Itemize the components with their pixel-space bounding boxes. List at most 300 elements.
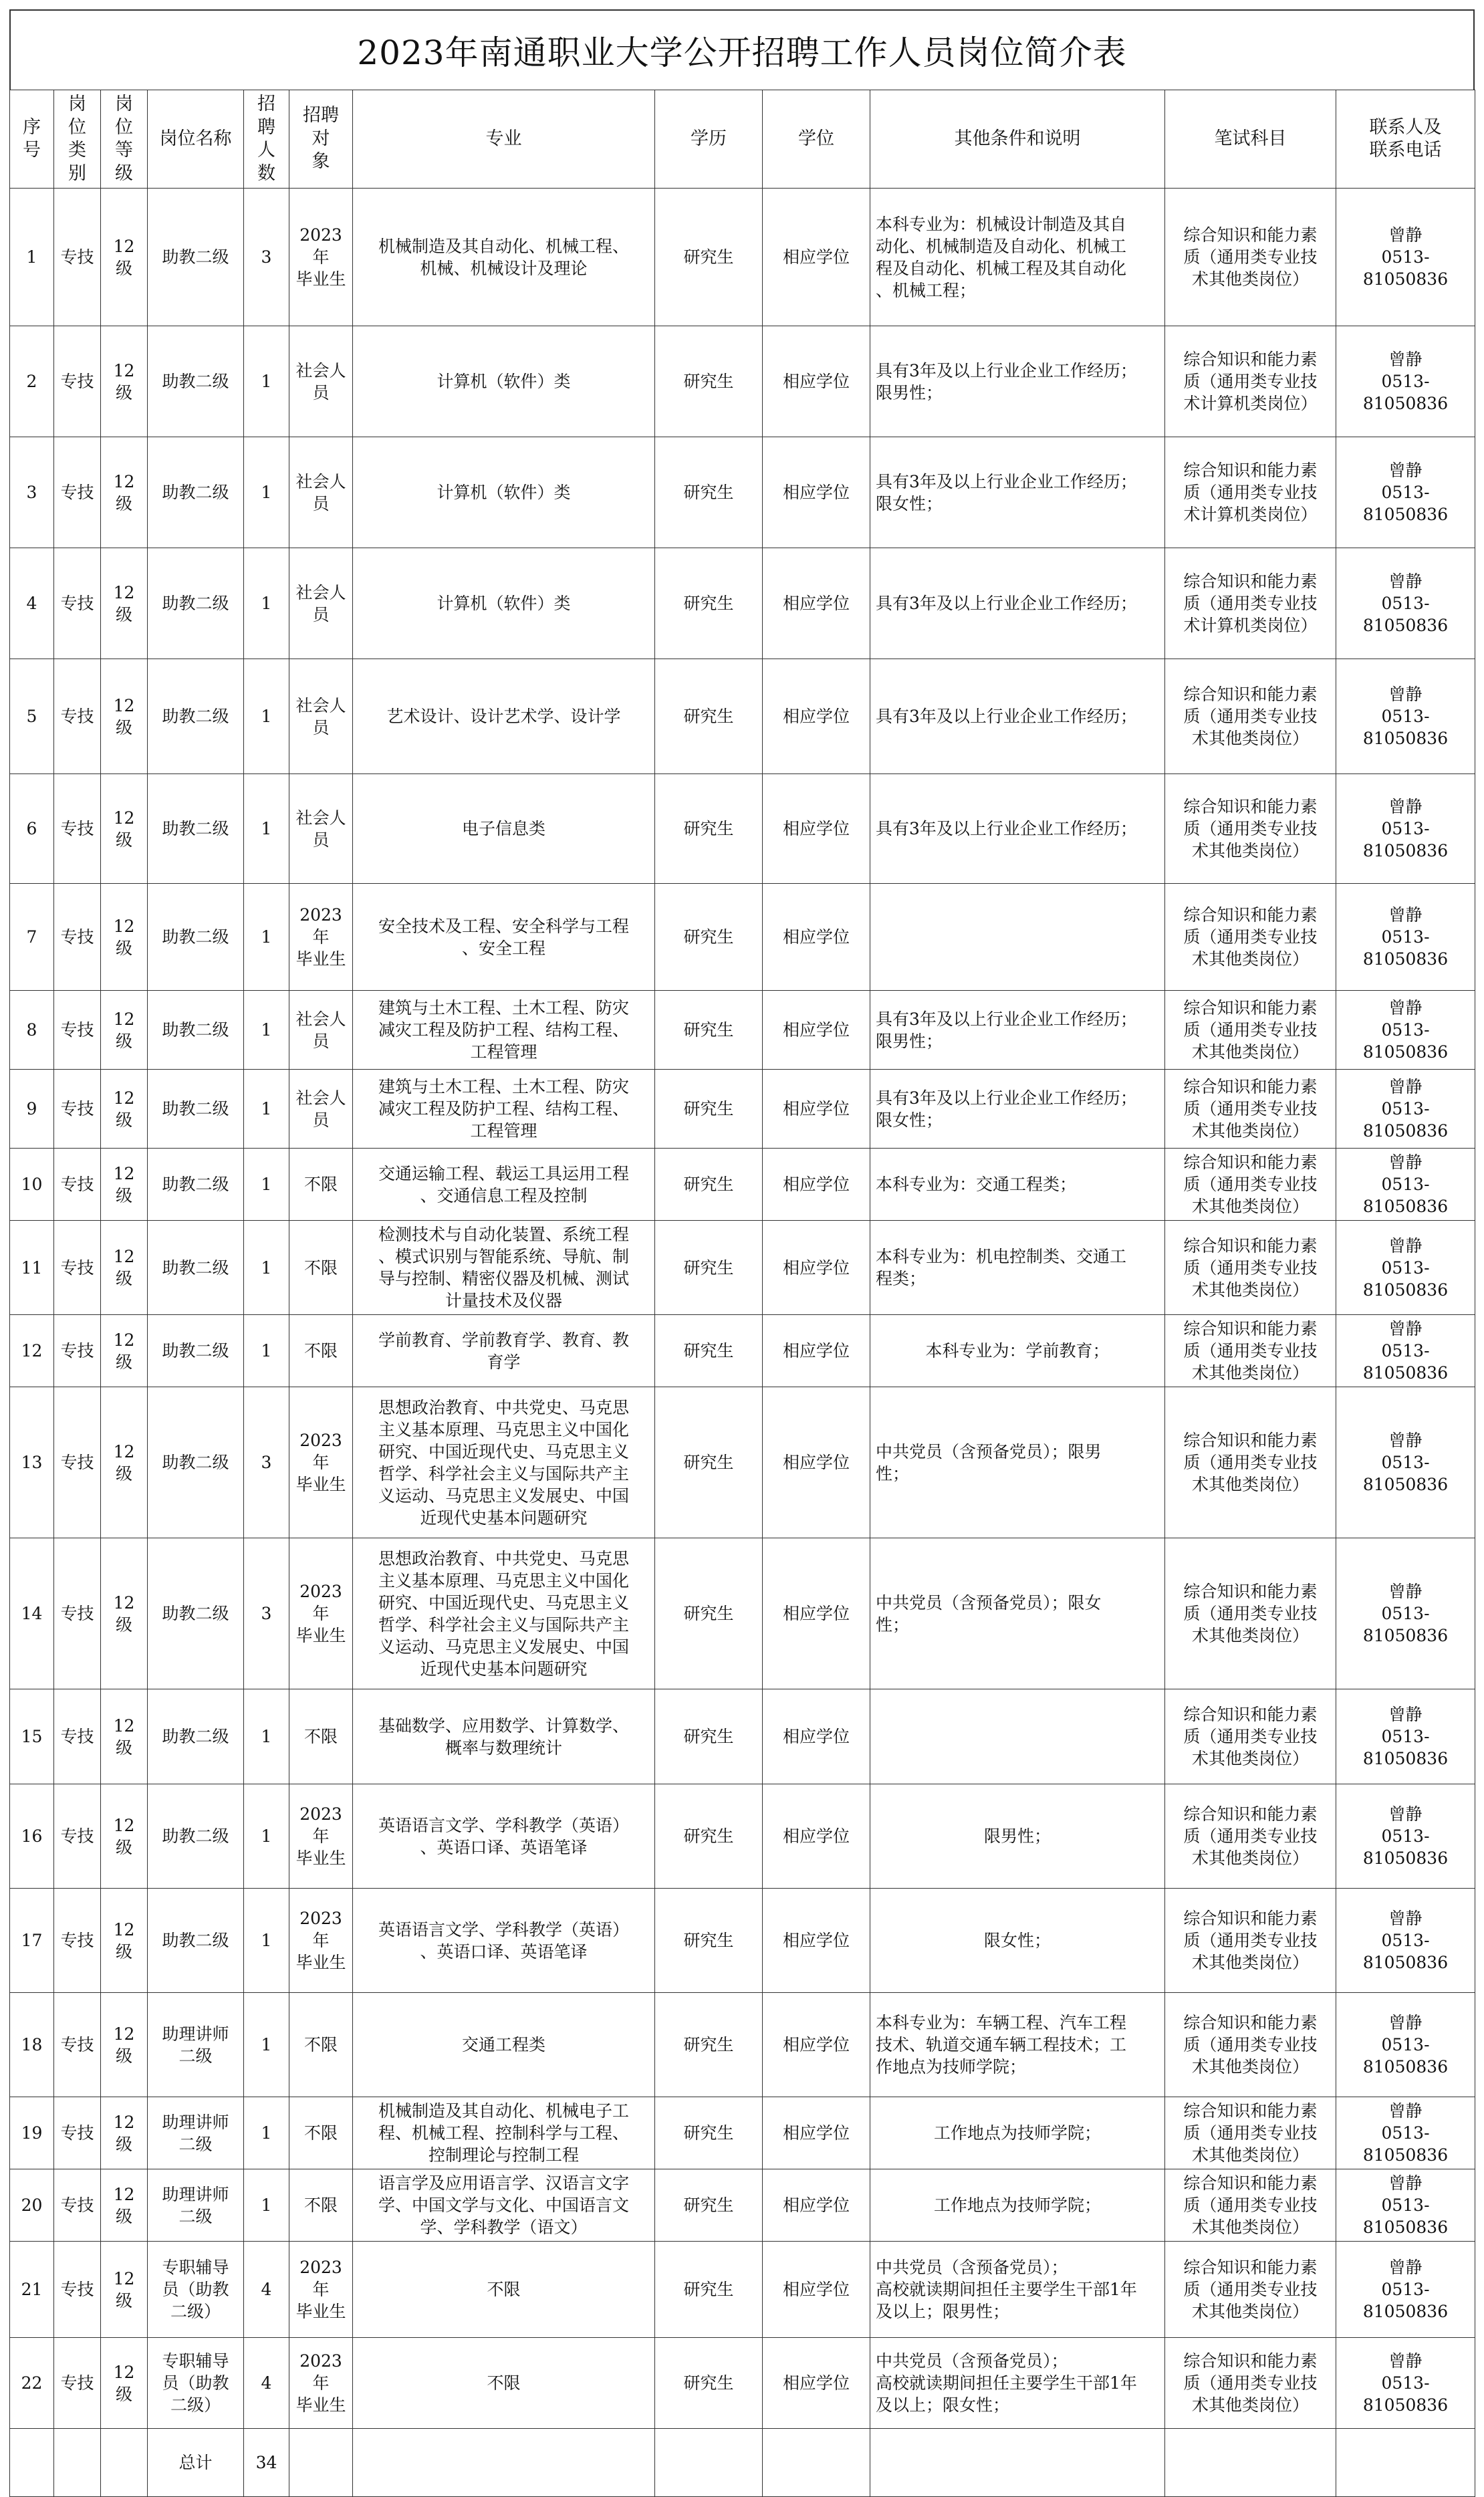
cell-contact: 曾静 0513- 81050836	[1336, 189, 1475, 326]
cell-grade: 12级	[101, 884, 148, 991]
cell-exam: 综合知识和能力素 质（通用类专业技 术计算机类岗位）	[1165, 326, 1336, 437]
cell-position: 专职辅导 员（助教 二级）	[148, 2338, 244, 2429]
cell-target: 社会人 员	[289, 326, 353, 437]
cell-education: 研究生	[655, 437, 763, 548]
total-label: 总计	[148, 2429, 244, 2497]
cell-no: 9	[10, 1070, 54, 1149]
cell-exam: 综合知识和能力素 质（通用类专业技 术其他类岗位）	[1165, 1538, 1336, 1689]
cell-grade: 12级	[101, 1221, 148, 1315]
cell-target: 社会人 员	[289, 991, 353, 1070]
cell-exam: 综合知识和能力素 质（通用类专业技 术其他类岗位）	[1165, 2242, 1336, 2338]
cell-target: 社会人 员	[289, 1070, 353, 1149]
cell-category: 专技	[54, 2097, 101, 2169]
cell-grade: 12级	[101, 1387, 148, 1538]
cell-count: 1	[244, 548, 289, 659]
cell-target: 社会人 员	[289, 774, 353, 884]
cell-category: 专技	[54, 2169, 101, 2242]
cell-count: 3	[244, 1538, 289, 1689]
positions-table	[9, 90, 1475, 2497]
cell-position: 助教二级	[148, 189, 244, 326]
cell-count: 3	[244, 189, 289, 326]
table-row	[10, 2338, 1475, 2429]
cell-conditions: 本科专业为：交通工程类；	[870, 1149, 1165, 1221]
cell-grade: 12级	[101, 1993, 148, 2097]
cell-exam: 综合知识和能力素 质（通用类专业技 术计算机类岗位）	[1165, 548, 1336, 659]
cell-target: 2023年 毕业生	[289, 189, 353, 326]
cell-no: 20	[10, 2169, 54, 2242]
cell-category: 专技	[54, 1070, 101, 1149]
cell-count: 1	[244, 2169, 289, 2242]
cell-contact: 曾静 0513- 81050836	[1336, 2338, 1475, 2429]
cell-count: 1	[244, 437, 289, 548]
cell-target: 社会人 员	[289, 659, 353, 774]
cell-exam: 综合知识和能力素 质（通用类专业技 术其他类岗位）	[1165, 1784, 1336, 1889]
cell-no: 4	[10, 548, 54, 659]
cell-target: 2023年 毕业生	[289, 884, 353, 991]
cell-position: 助教二级	[148, 548, 244, 659]
total-cell-empty	[655, 2429, 763, 2497]
cell-position: 助教二级	[148, 884, 244, 991]
total-cell-empty	[1165, 2429, 1336, 2497]
cell-count: 4	[244, 2338, 289, 2429]
cell-target: 2023年 毕业生	[289, 2242, 353, 2338]
cell-major: 机械制造及其自动化、机械工程、 机械、机械设计及理论	[353, 189, 655, 326]
cell-exam: 综合知识和能力素 质（通用类专业技 术其他类岗位）	[1165, 2169, 1336, 2242]
cell-category: 专技	[54, 437, 101, 548]
cell-position: 助教二级	[148, 1538, 244, 1689]
cell-category: 专技	[54, 659, 101, 774]
cell-major: 建筑与土木工程、土木工程、防灾 减灾工程及防护工程、结构工程、 工程管理	[353, 991, 655, 1070]
table-row	[10, 1889, 1475, 1993]
cell-degree: 相应学位	[763, 2242, 870, 2338]
cell-no: 22	[10, 2338, 54, 2429]
cell-contact: 曾静 0513- 81050836	[1336, 1889, 1475, 1993]
cell-grade: 12级	[101, 2097, 148, 2169]
cell-grade: 12级	[101, 659, 148, 774]
cell-target: 2023年 毕业生	[289, 1538, 353, 1689]
cell-grade: 12级	[101, 2338, 148, 2429]
cell-degree: 相应学位	[763, 991, 870, 1070]
cell-grade: 12级	[101, 1538, 148, 1689]
cell-target: 社会人 员	[289, 548, 353, 659]
cell-target: 2023年 毕业生	[289, 1784, 353, 1889]
cell-exam: 综合知识和能力素 质（通用类专业技 术其他类岗位）	[1165, 1689, 1336, 1784]
cell-degree: 相应学位	[763, 548, 870, 659]
cell-contact: 曾静 0513- 81050836	[1336, 1993, 1475, 2097]
cell-degree: 相应学位	[763, 774, 870, 884]
cell-grade: 12级	[101, 991, 148, 1070]
cell-contact: 曾静 0513- 81050836	[1336, 1387, 1475, 1538]
cell-category: 专技	[54, 1784, 101, 1889]
cell-education: 研究生	[655, 2242, 763, 2338]
cell-education: 研究生	[655, 1149, 763, 1221]
cell-education: 研究生	[655, 659, 763, 774]
cell-grade: 12级	[101, 774, 148, 884]
cell-education: 研究生	[655, 884, 763, 991]
cell-position: 助教二级	[148, 1149, 244, 1221]
cell-contact: 曾静 0513- 81050836	[1336, 2097, 1475, 2169]
total-cell-empty	[289, 2429, 353, 2497]
cell-count: 1	[244, 1221, 289, 1315]
cell-position: 助理讲师 二级	[148, 2169, 244, 2242]
cell-position: 助教二级	[148, 1689, 244, 1784]
cell-position: 助教二级	[148, 1784, 244, 1889]
cell-conditions: 具有3年及以上行业企业工作经历； 限女性；	[870, 437, 1165, 548]
header-position: 岗位名称	[148, 90, 244, 189]
cell-count: 1	[244, 1993, 289, 2097]
cell-major: 不限	[353, 2338, 655, 2429]
header-contact: 联系人及 联系电话	[1336, 90, 1475, 189]
cell-degree: 相应学位	[763, 437, 870, 548]
cell-conditions: 具有3年及以上行业企业工作经历；	[870, 548, 1165, 659]
cell-target: 2023年 毕业生	[289, 1889, 353, 1993]
cell-no: 17	[10, 1889, 54, 1993]
cell-grade: 12级	[101, 326, 148, 437]
cell-grade: 12级	[101, 1070, 148, 1149]
cell-category: 专技	[54, 991, 101, 1070]
cell-exam: 综合知识和能力素 质（通用类专业技 术其他类岗位）	[1165, 1070, 1336, 1149]
table-row	[10, 1689, 1475, 1784]
table-row	[10, 991, 1475, 1070]
cell-target: 社会人 员	[289, 437, 353, 548]
cell-education: 研究生	[655, 1387, 763, 1538]
cell-category: 专技	[54, 1315, 101, 1387]
cell-conditions: 工作地点为技师学院；	[870, 2169, 1165, 2242]
cell-conditions: 中共党员（含预备党员）； 高校就读期间担任主要学生干部1年 及以上；限女性；	[870, 2338, 1165, 2429]
cell-major: 电子信息类	[353, 774, 655, 884]
cell-contact: 曾静 0513- 81050836	[1336, 1149, 1475, 1221]
cell-count: 1	[244, 1784, 289, 1889]
cell-major: 不限	[353, 2242, 655, 2338]
cell-major: 思想政治教育、中共党史、马克思 主义基本原理、马克思主义中国化 研究、中国近现代史、马克思主义 哲学、科学社会主义与国际共产主 义运动、马克思主义发展史、中国 近现代史基本问题研究	[353, 1387, 655, 1538]
cell-exam: 综合知识和能力素 质（通用类专业技 术其他类岗位）	[1165, 659, 1336, 774]
total-cell-empty	[1336, 2429, 1475, 2497]
cell-degree: 相应学位	[763, 1889, 870, 1993]
cell-no: 10	[10, 1149, 54, 1221]
cell-contact: 曾静 0513- 81050836	[1336, 326, 1475, 437]
cell-position: 助教二级	[148, 659, 244, 774]
header-degree: 学位	[763, 90, 870, 189]
cell-major: 安全技术及工程、安全科学与工程 、安全工程	[353, 884, 655, 991]
cell-degree: 相应学位	[763, 659, 870, 774]
table-body	[10, 189, 1475, 2429]
cell-conditions: 工作地点为技师学院；	[870, 2097, 1165, 2169]
cell-degree: 相应学位	[763, 189, 870, 326]
cell-major: 计算机（软件）类	[353, 326, 655, 437]
cell-contact: 曾静 0513- 81050836	[1336, 437, 1475, 548]
cell-no: 14	[10, 1538, 54, 1689]
table-row	[10, 659, 1475, 774]
header-target: 招聘对 象	[289, 90, 353, 189]
cell-contact: 曾静 0513- 81050836	[1336, 659, 1475, 774]
cell-count: 1	[244, 1889, 289, 1993]
header-grade: 岗位 等级	[101, 90, 148, 189]
cell-education: 研究生	[655, 1784, 763, 1889]
cell-degree: 相应学位	[763, 1221, 870, 1315]
total-count: 34	[244, 2429, 289, 2497]
cell-category: 专技	[54, 2338, 101, 2429]
table-row	[10, 2169, 1475, 2242]
cell-exam: 综合知识和能力素 质（通用类专业技 术其他类岗位）	[1165, 1149, 1336, 1221]
cell-grade: 12级	[101, 2169, 148, 2242]
cell-degree: 相应学位	[763, 1070, 870, 1149]
cell-category: 专技	[54, 884, 101, 991]
table-row	[10, 548, 1475, 659]
cell-no: 18	[10, 1993, 54, 2097]
cell-position: 助教二级	[148, 774, 244, 884]
cell-major: 学前教育、学前教育学、教育、教 育学	[353, 1315, 655, 1387]
cell-exam: 综合知识和能力素 质（通用类专业技 术其他类岗位）	[1165, 2097, 1336, 2169]
cell-exam: 综合知识和能力素 质（通用类专业技 术其他类岗位）	[1165, 189, 1336, 326]
cell-exam: 综合知识和能力素 质（通用类专业技 术其他类岗位）	[1165, 884, 1336, 991]
cell-exam: 综合知识和能力素 质（通用类专业技 术其他类岗位）	[1165, 1387, 1336, 1538]
cell-conditions	[870, 1689, 1165, 1784]
cell-major: 检测技术与自动化装置、系统工程 、模式识别与智能系统、导航、制 导与控制、精密仪器及机械、测试 计量技术及仪器	[353, 1221, 655, 1315]
cell-conditions: 中共党员（含预备党员）； 高校就读期间担任主要学生干部1年 及以上；限男性；	[870, 2242, 1165, 2338]
cell-conditions: 具有3年及以上行业企业工作经历； 限女性；	[870, 1070, 1165, 1149]
cell-exam: 综合知识和能力素 质（通用类专业技 术其他类岗位）	[1165, 774, 1336, 884]
cell-education: 研究生	[655, 189, 763, 326]
header-major: 专业	[353, 90, 655, 189]
table-row	[10, 884, 1475, 991]
table-title: 2023年南通职业大学公开招聘工作人员岗位简介表	[9, 9, 1475, 90]
table-row	[10, 189, 1475, 326]
header-no: 序号	[10, 90, 54, 189]
cell-education: 研究生	[655, 1538, 763, 1689]
header-education: 学历	[655, 90, 763, 189]
cell-no: 15	[10, 1689, 54, 1784]
table-row	[10, 1387, 1475, 1538]
cell-target: 不限	[289, 1221, 353, 1315]
cell-conditions	[870, 884, 1165, 991]
cell-count: 4	[244, 2242, 289, 2338]
cell-no: 13	[10, 1387, 54, 1538]
cell-contact: 曾静 0513- 81050836	[1336, 1070, 1475, 1149]
cell-major: 英语语言文学、学科教学（英语） 、英语口译、英语笔译	[353, 1784, 655, 1889]
cell-major: 交通工程类	[353, 1993, 655, 2097]
cell-conditions: 具有3年及以上行业企业工作经历；	[870, 774, 1165, 884]
cell-no: 12	[10, 1315, 54, 1387]
total-row	[10, 2429, 1475, 2497]
cell-target: 2023年 毕业生	[289, 2338, 353, 2429]
cell-no: 3	[10, 437, 54, 548]
recruitment-table-sheet	[9, 9, 1475, 2471]
cell-position: 助教二级	[148, 1387, 244, 1538]
cell-grade: 12级	[101, 1689, 148, 1784]
cell-education: 研究生	[655, 2169, 763, 2242]
table-row	[10, 774, 1475, 884]
cell-major: 交通运输工程、载运工具运用工程 、交通信息工程及控制	[353, 1149, 655, 1221]
header-exam: 笔试科目	[1165, 90, 1336, 189]
cell-contact: 曾静 0513- 81050836	[1336, 884, 1475, 991]
cell-target: 不限	[289, 1993, 353, 2097]
cell-grade: 12级	[101, 1784, 148, 1889]
cell-degree: 相应学位	[763, 2097, 870, 2169]
cell-education: 研究生	[655, 1889, 763, 1993]
cell-no: 8	[10, 991, 54, 1070]
cell-no: 7	[10, 884, 54, 991]
cell-position: 助理讲师 二级	[148, 1993, 244, 2097]
cell-education: 研究生	[655, 774, 763, 884]
header-category: 岗位 类别	[54, 90, 101, 189]
cell-grade: 12级	[101, 1149, 148, 1221]
cell-position: 助教二级	[148, 437, 244, 548]
cell-no: 11	[10, 1221, 54, 1315]
table-row	[10, 1784, 1475, 1889]
cell-position: 助教二级	[148, 1221, 244, 1315]
table-row	[10, 1221, 1475, 1315]
cell-category: 专技	[54, 1538, 101, 1689]
cell-no: 6	[10, 774, 54, 884]
cell-no: 2	[10, 326, 54, 437]
cell-target: 2023年 毕业生	[289, 1387, 353, 1538]
cell-degree: 相应学位	[763, 1993, 870, 2097]
cell-contact: 曾静 0513- 81050836	[1336, 774, 1475, 884]
cell-education: 研究生	[655, 991, 763, 1070]
cell-grade: 12级	[101, 548, 148, 659]
total-cell-empty	[763, 2429, 870, 2497]
cell-conditions: 中共党员（含预备党员）；限女 性；	[870, 1538, 1165, 1689]
cell-contact: 曾静 0513- 81050836	[1336, 1315, 1475, 1387]
cell-conditions: 限男性；	[870, 1784, 1165, 1889]
cell-exam: 综合知识和能力素 质（通用类专业技 术其他类岗位）	[1165, 1315, 1336, 1387]
header-row	[10, 90, 1475, 189]
cell-category: 专技	[54, 1221, 101, 1315]
cell-position: 助教二级	[148, 991, 244, 1070]
table-row	[10, 1538, 1475, 1689]
cell-target: 不限	[289, 1149, 353, 1221]
cell-major: 艺术设计、设计艺术学、设计学	[353, 659, 655, 774]
table-row	[10, 1993, 1475, 2097]
cell-count: 1	[244, 1689, 289, 1784]
cell-education: 研究生	[655, 1993, 763, 2097]
cell-category: 专技	[54, 1689, 101, 1784]
cell-target: 不限	[289, 1315, 353, 1387]
total-cell-empty	[10, 2429, 54, 2497]
cell-position: 助教二级	[148, 1315, 244, 1387]
cell-degree: 相应学位	[763, 884, 870, 991]
cell-degree: 相应学位	[763, 1149, 870, 1221]
cell-category: 专技	[54, 326, 101, 437]
cell-contact: 曾静 0513- 81050836	[1336, 2242, 1475, 2338]
cell-major: 机械制造及其自动化、机械电子工 程、机械工程、控制科学与工程、 控制理论与控制工程	[353, 2097, 655, 2169]
cell-contact: 曾静 0513- 81050836	[1336, 1221, 1475, 1315]
cell-position: 专职辅导 员（助教 二级）	[148, 2242, 244, 2338]
cell-degree: 相应学位	[763, 2338, 870, 2429]
cell-category: 专技	[54, 548, 101, 659]
cell-education: 研究生	[655, 1315, 763, 1387]
cell-category: 专技	[54, 1889, 101, 1993]
total-cell-empty	[101, 2429, 148, 2497]
cell-education: 研究生	[655, 548, 763, 659]
total-cell-empty	[870, 2429, 1165, 2497]
cell-count: 1	[244, 2097, 289, 2169]
cell-education: 研究生	[655, 2338, 763, 2429]
table-row	[10, 437, 1475, 548]
cell-grade: 12级	[101, 1315, 148, 1387]
cell-no: 1	[10, 189, 54, 326]
cell-count: 1	[244, 659, 289, 774]
cell-count: 1	[244, 774, 289, 884]
cell-category: 专技	[54, 1993, 101, 2097]
cell-category: 专技	[54, 189, 101, 326]
cell-major: 基础数学、应用数学、计算数学、 概率与数理统计	[353, 1689, 655, 1784]
cell-grade: 12级	[101, 189, 148, 326]
cell-count: 1	[244, 326, 289, 437]
cell-degree: 相应学位	[763, 1315, 870, 1387]
cell-category: 专技	[54, 1149, 101, 1221]
cell-education: 研究生	[655, 1689, 763, 1784]
cell-no: 5	[10, 659, 54, 774]
cell-degree: 相应学位	[763, 1387, 870, 1538]
cell-major: 建筑与土木工程、土木工程、防灾 减灾工程及防护工程、结构工程、 工程管理	[353, 1070, 655, 1149]
cell-major: 语言学及应用语言学、汉语言文字 学、中国文学与文化、中国语言文 学、学科教学（语文）	[353, 2169, 655, 2242]
cell-degree: 相应学位	[763, 1784, 870, 1889]
cell-no: 19	[10, 2097, 54, 2169]
cell-contact: 曾静 0513- 81050836	[1336, 1538, 1475, 1689]
table-row	[10, 1149, 1475, 1221]
cell-position: 助教二级	[148, 1889, 244, 1993]
cell-position: 助教二级	[148, 326, 244, 437]
cell-contact: 曾静 0513- 81050836	[1336, 1784, 1475, 1889]
cell-count: 1	[244, 884, 289, 991]
cell-category: 专技	[54, 774, 101, 884]
cell-contact: 曾静 0513- 81050836	[1336, 991, 1475, 1070]
cell-major: 计算机（软件）类	[353, 437, 655, 548]
cell-exam: 综合知识和能力素 质（通用类专业技 术其他类岗位）	[1165, 1889, 1336, 1993]
table-row	[10, 1315, 1475, 1387]
cell-no: 21	[10, 2242, 54, 2338]
cell-exam: 综合知识和能力素 质（通用类专业技 术其他类岗位）	[1165, 991, 1336, 1070]
cell-conditions: 本科专业为：机械设计制造及其自 动化、机械制造及自动化、机械工 程及自动化、机械工程及其自动化 、机械工程；	[870, 189, 1165, 326]
cell-target: 不限	[289, 1689, 353, 1784]
header-count: 招聘 人数	[244, 90, 289, 189]
cell-conditions: 本科专业为：机电控制类、交通工 程类；	[870, 1221, 1165, 1315]
cell-target: 不限	[289, 2169, 353, 2242]
table-row	[10, 2242, 1475, 2338]
cell-no: 16	[10, 1784, 54, 1889]
cell-education: 研究生	[655, 1070, 763, 1149]
table-row	[10, 2097, 1475, 2169]
cell-grade: 12级	[101, 2242, 148, 2338]
cell-conditions: 本科专业为：学前教育；	[870, 1315, 1165, 1387]
cell-exam: 综合知识和能力素 质（通用类专业技 术计算机类岗位）	[1165, 437, 1336, 548]
cell-category: 专技	[54, 1387, 101, 1538]
cell-degree: 相应学位	[763, 326, 870, 437]
cell-count: 1	[244, 1070, 289, 1149]
cell-count: 3	[244, 1387, 289, 1538]
cell-education: 研究生	[655, 2097, 763, 2169]
cell-degree: 相应学位	[763, 1538, 870, 1689]
cell-degree: 相应学位	[763, 1689, 870, 1784]
cell-grade: 12级	[101, 1889, 148, 1993]
cell-degree: 相应学位	[763, 2169, 870, 2242]
cell-position: 助理讲师 二级	[148, 2097, 244, 2169]
cell-education: 研究生	[655, 1221, 763, 1315]
cell-contact: 曾静 0513- 81050836	[1336, 548, 1475, 659]
cell-exam: 综合知识和能力素 质（通用类专业技 术其他类岗位）	[1165, 1221, 1336, 1315]
cell-exam: 综合知识和能力素 质（通用类专业技 术其他类岗位）	[1165, 1993, 1336, 2097]
cell-major: 英语语言文学、学科教学（英语） 、英语口译、英语笔译	[353, 1889, 655, 1993]
cell-count: 1	[244, 991, 289, 1070]
table-row	[10, 326, 1475, 437]
cell-grade: 12级	[101, 437, 148, 548]
cell-conditions: 本科专业为：车辆工程、汽车工程 技术、轨道交通车辆工程技术；工 作地点为技师学院；	[870, 1993, 1165, 2097]
cell-conditions: 中共党员（含预备党员）；限男 性；	[870, 1387, 1165, 1538]
cell-major: 思想政治教育、中共党史、马克思 主义基本原理、马克思主义中国化 研究、中国近现代史、马克思主义 哲学、科学社会主义与国际共产主 义运动、马克思主义发展史、中国 近现代史基本问题研究	[353, 1538, 655, 1689]
cell-contact: 曾静 0513- 81050836	[1336, 1689, 1475, 1784]
cell-conditions: 具有3年及以上行业企业工作经历； 限男性；	[870, 326, 1165, 437]
